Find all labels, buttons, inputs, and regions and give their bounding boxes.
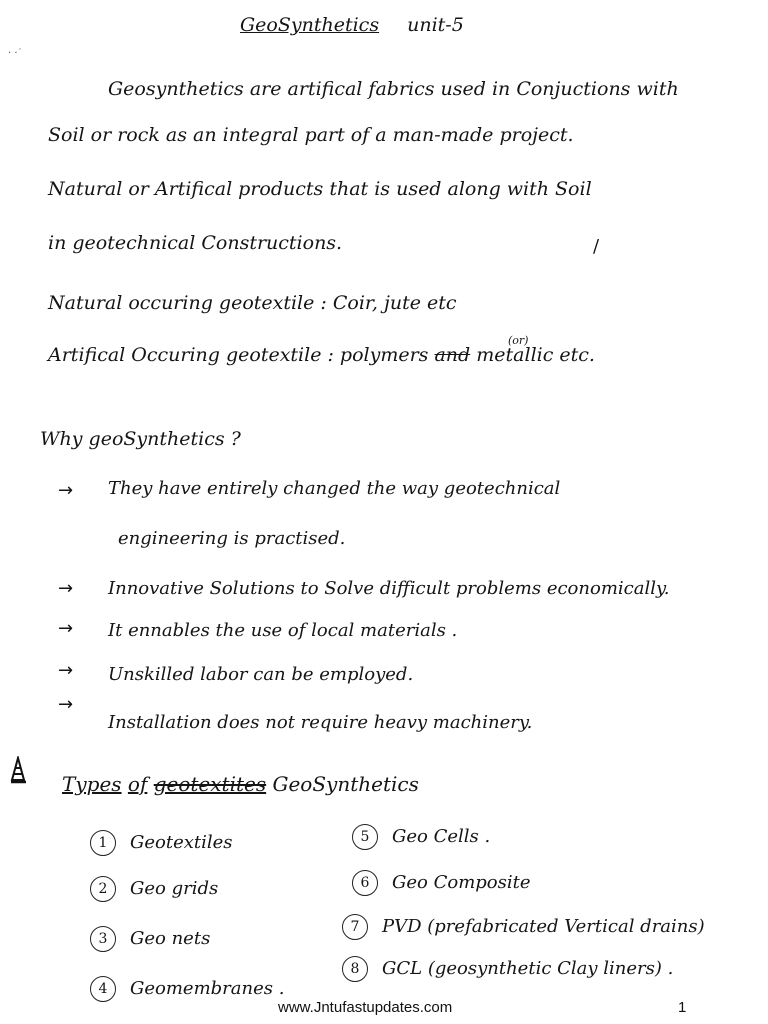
why-heading: Why geoSynthetics ? — [40, 428, 241, 450]
list-item — [342, 956, 673, 982]
arrow-icon: → — [58, 480, 74, 501]
list-item-label: Geo Cells . — [392, 826, 491, 847]
struck-and: and — [434, 344, 471, 366]
number-circle: 8 — [342, 956, 368, 982]
number-circle: 6 — [352, 870, 378, 896]
number-circle: 5 — [352, 824, 378, 850]
arrow-icon: → — [58, 660, 74, 681]
list-item-label: Geo Composite — [392, 872, 531, 893]
list-item-label: Geomembranes . — [130, 978, 285, 999]
intro-line-4: in geotechnical Constructions. — [48, 232, 343, 254]
list-item-label: PVD (prefabricated Vertical drains) — [382, 916, 705, 937]
list-item-label: GCL (geosynthetic Clay liners) . — [382, 958, 674, 979]
metallic-text: metallic etc. — [476, 344, 595, 366]
scan-specks: · ·˙ — [8, 48, 23, 59]
list-item-label: Geo nets — [130, 928, 211, 949]
arrow-icon: → — [58, 618, 74, 639]
ink-mark-icon — [8, 756, 28, 784]
intro-line-2: Soil or rock as an integral part of a man-made project. — [48, 124, 574, 146]
why-point-1: They have entirely changed the way geotechnical — [108, 478, 561, 499]
number-circle: 4 — [90, 976, 116, 1002]
intro-line-1: Geosynthetics are artifical fabrics used in Conjuctions with — [108, 78, 679, 100]
page-title — [240, 14, 464, 36]
types-word: Types — [62, 772, 122, 796]
number-circle: 1 — [90, 830, 116, 856]
source-link[interactable]: www.Jntufastupdates.com — [278, 999, 453, 1016]
number-circle: 2 — [90, 876, 116, 902]
artifical-geotextile-line — [48, 344, 595, 366]
of-word: of — [127, 772, 148, 796]
why-point-4: Unskilled labor can be employed. — [108, 664, 414, 685]
list-item — [90, 876, 218, 902]
why-point-2: Innovative Solutions to Solve difficult problems economically. — [108, 578, 670, 599]
title-unit: unit-5 — [407, 14, 464, 36]
geosynthetics-word: GeoSynthetics — [272, 772, 419, 796]
natural-geotextile-line: Natural occuring geotextile : Coir, jute etc — [48, 292, 457, 314]
intro-line-3: Natural or Artifical products that is used along with Soil — [48, 178, 592, 200]
list-item — [90, 926, 210, 952]
number-circle: 3 — [90, 926, 116, 952]
title-main: GeoSynthetics — [240, 14, 380, 36]
page-number: 1 — [678, 999, 687, 1016]
list-item-label: Geotextiles — [130, 832, 233, 853]
or-correction: (or) — [508, 334, 529, 347]
why-point-3: It ennables the use of local materials . — [108, 620, 458, 641]
struck-geotextites: geotextites — [153, 772, 267, 796]
types-heading — [62, 772, 419, 796]
list-item — [352, 824, 490, 850]
why-point-1-cont: engineering is practised. — [118, 528, 346, 549]
list-item — [90, 976, 284, 1002]
why-point-5: Installation does not require heavy machinery. — [108, 712, 533, 733]
arrow-icon: → — [58, 694, 74, 715]
tick-mark: / — [593, 236, 600, 257]
arrow-icon: → — [58, 578, 74, 599]
list-item — [342, 914, 705, 940]
list-item-label: Geo grids — [130, 878, 219, 899]
number-circle: 7 — [342, 914, 368, 940]
artifical-text: Artifical Occuring geotextile : polymers — [48, 344, 429, 366]
list-item — [90, 830, 233, 856]
list-item — [352, 870, 531, 896]
